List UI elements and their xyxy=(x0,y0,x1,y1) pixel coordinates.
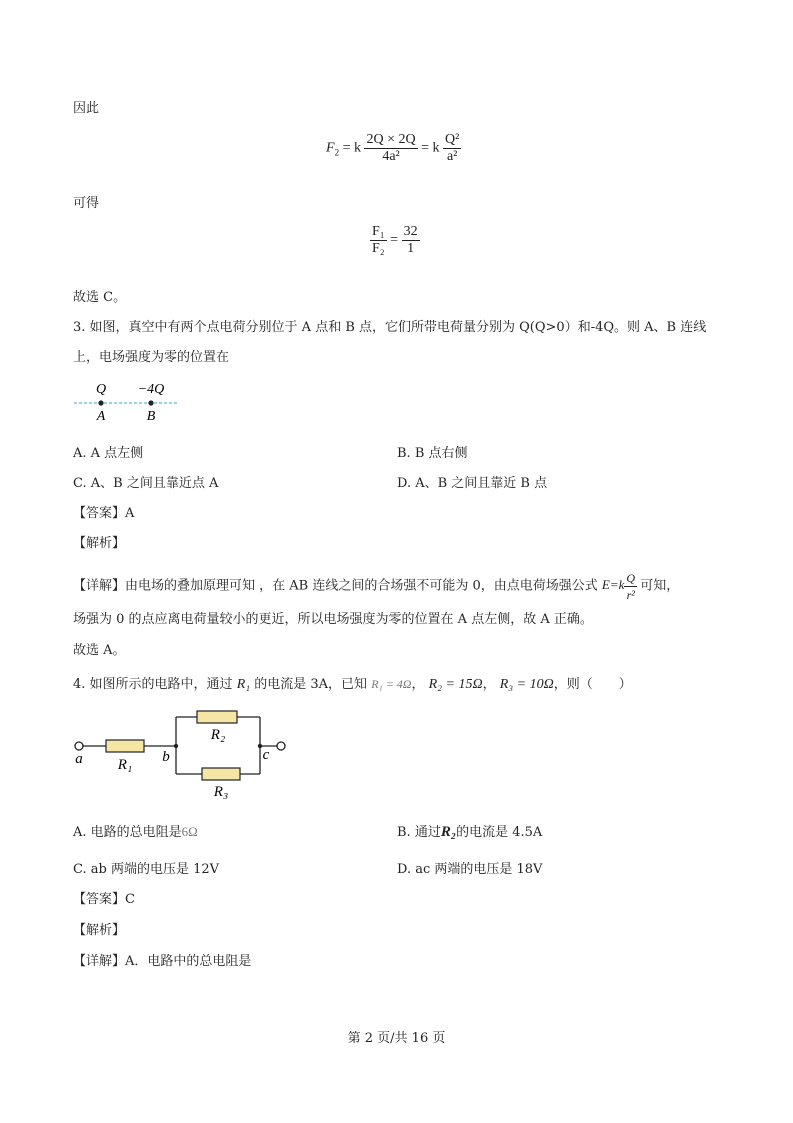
r3-given: R₃ = 10Ω xyxy=(499,677,554,692)
label-a: a xyxy=(75,751,83,767)
q4-option-b: B. 通过R₂的电流是 4.5A xyxy=(397,824,543,840)
label-b: b xyxy=(162,749,170,765)
q3-stem-line2: 上，电场强度为零的位置在 xyxy=(73,350,230,365)
q3-answer: 【答案】A xyxy=(73,506,135,521)
q3-detail-line2: 场强为 0 的点应离电荷量较小的更近，所以电场强度为零的位置在 A 点左侧，故 A 正确。 xyxy=(73,612,593,627)
text-guxuan-a: 故选 A。 xyxy=(73,643,126,658)
q3-option-c: C. A、B 之间且靠近点 A xyxy=(73,476,219,491)
label-point-a: A xyxy=(96,409,106,424)
q4-stem: 4. 如图所示的电路中，通过 R₁ 的电流是 3A，已知 R₁ = 4Ω， R₂ = 15Ω， R₃ = 10Ω，则（ ） xyxy=(73,677,632,692)
q4-jiexi: 【解析】 xyxy=(73,923,126,938)
terminal-a xyxy=(75,742,83,750)
q4-option-a: A. 电路的总电阻是6Ω xyxy=(73,824,198,840)
formula-ratio: $\frac{\text{F₁}}{\text{F₂}}$ = $\frac{32}{1}$ xyxy=(372,224,418,256)
q3-option-b: B. B 点右侧 xyxy=(397,446,468,461)
node-c xyxy=(258,744,262,748)
q3-stem-line1: 3. 如图，真空中有两个点电荷分别位于 A 点和 B 点，它们所带电荷量分别为 Q(Q>0）和-4Q。则 A、B 连线 xyxy=(73,320,707,335)
total-resistance-value: 6Ω xyxy=(181,824,198,839)
resistor-r2 xyxy=(197,711,237,723)
circuit-figure xyxy=(70,705,295,800)
q4-option-d: D. ac 两端的电压是 18V xyxy=(397,862,543,877)
efield-formula: E=k $\frac{Q}{\text{r²}}$ xyxy=(601,571,636,602)
r2-given: R₂ = 15Ω xyxy=(428,677,483,692)
text-guxuan-c: 故选 C。 xyxy=(73,290,127,305)
q3-option-d: D. A、B 之间且靠近 B 点 xyxy=(397,476,548,491)
text-yinci: 因此 xyxy=(73,101,100,116)
point-b xyxy=(148,400,153,405)
q4-detail: 【详解】A．电路中的总电阻是 xyxy=(73,954,252,969)
point-a xyxy=(98,400,103,405)
resistor-r1 xyxy=(106,740,144,752)
q3-jiexi: 【解析】 xyxy=(73,536,126,551)
q3-detail-line1: 【详解】由电场的叠加原理可知 ，在 AB 连线之间的合场强不可能为 0，由点电荷场强公式 E=k $\frac{Q}{\text{r²}}$ 可知， xyxy=(73,571,680,602)
resistor-r3 xyxy=(202,768,240,780)
q4-answer: 【答案】C xyxy=(73,892,135,907)
r1-given: R₁ = 4Ω xyxy=(371,677,412,691)
charges-figure xyxy=(72,376,182,426)
q3-option-a: A. A 点左侧 xyxy=(73,446,144,461)
label-c: c xyxy=(262,747,270,763)
node-b xyxy=(174,744,178,748)
label-q: Q xyxy=(95,382,107,397)
label-r2: R₂ xyxy=(210,727,226,743)
label-point-b: B xyxy=(146,409,156,424)
page-footer: 第 2 页/共 16 页 xyxy=(347,1031,446,1046)
q4-option-c: C. ab 两端的电压是 12V xyxy=(73,862,220,877)
r2-symbol: R₂ xyxy=(440,824,457,840)
label-neg4q: −4Q xyxy=(137,382,165,397)
terminal-c xyxy=(277,742,285,750)
formula-f2: $F_2 = k$ $\frac{2Q \times 2Q}{\text{4a²}}$ = k $\frac{\text{Q²}}{\text{a²}}$ xyxy=(326,132,460,164)
r1-symbol: R₁ xyxy=(236,677,251,692)
label-r3: R₃ xyxy=(213,784,229,800)
label-r1: R₁ xyxy=(117,757,133,773)
text-kede: 可得 xyxy=(73,196,100,211)
